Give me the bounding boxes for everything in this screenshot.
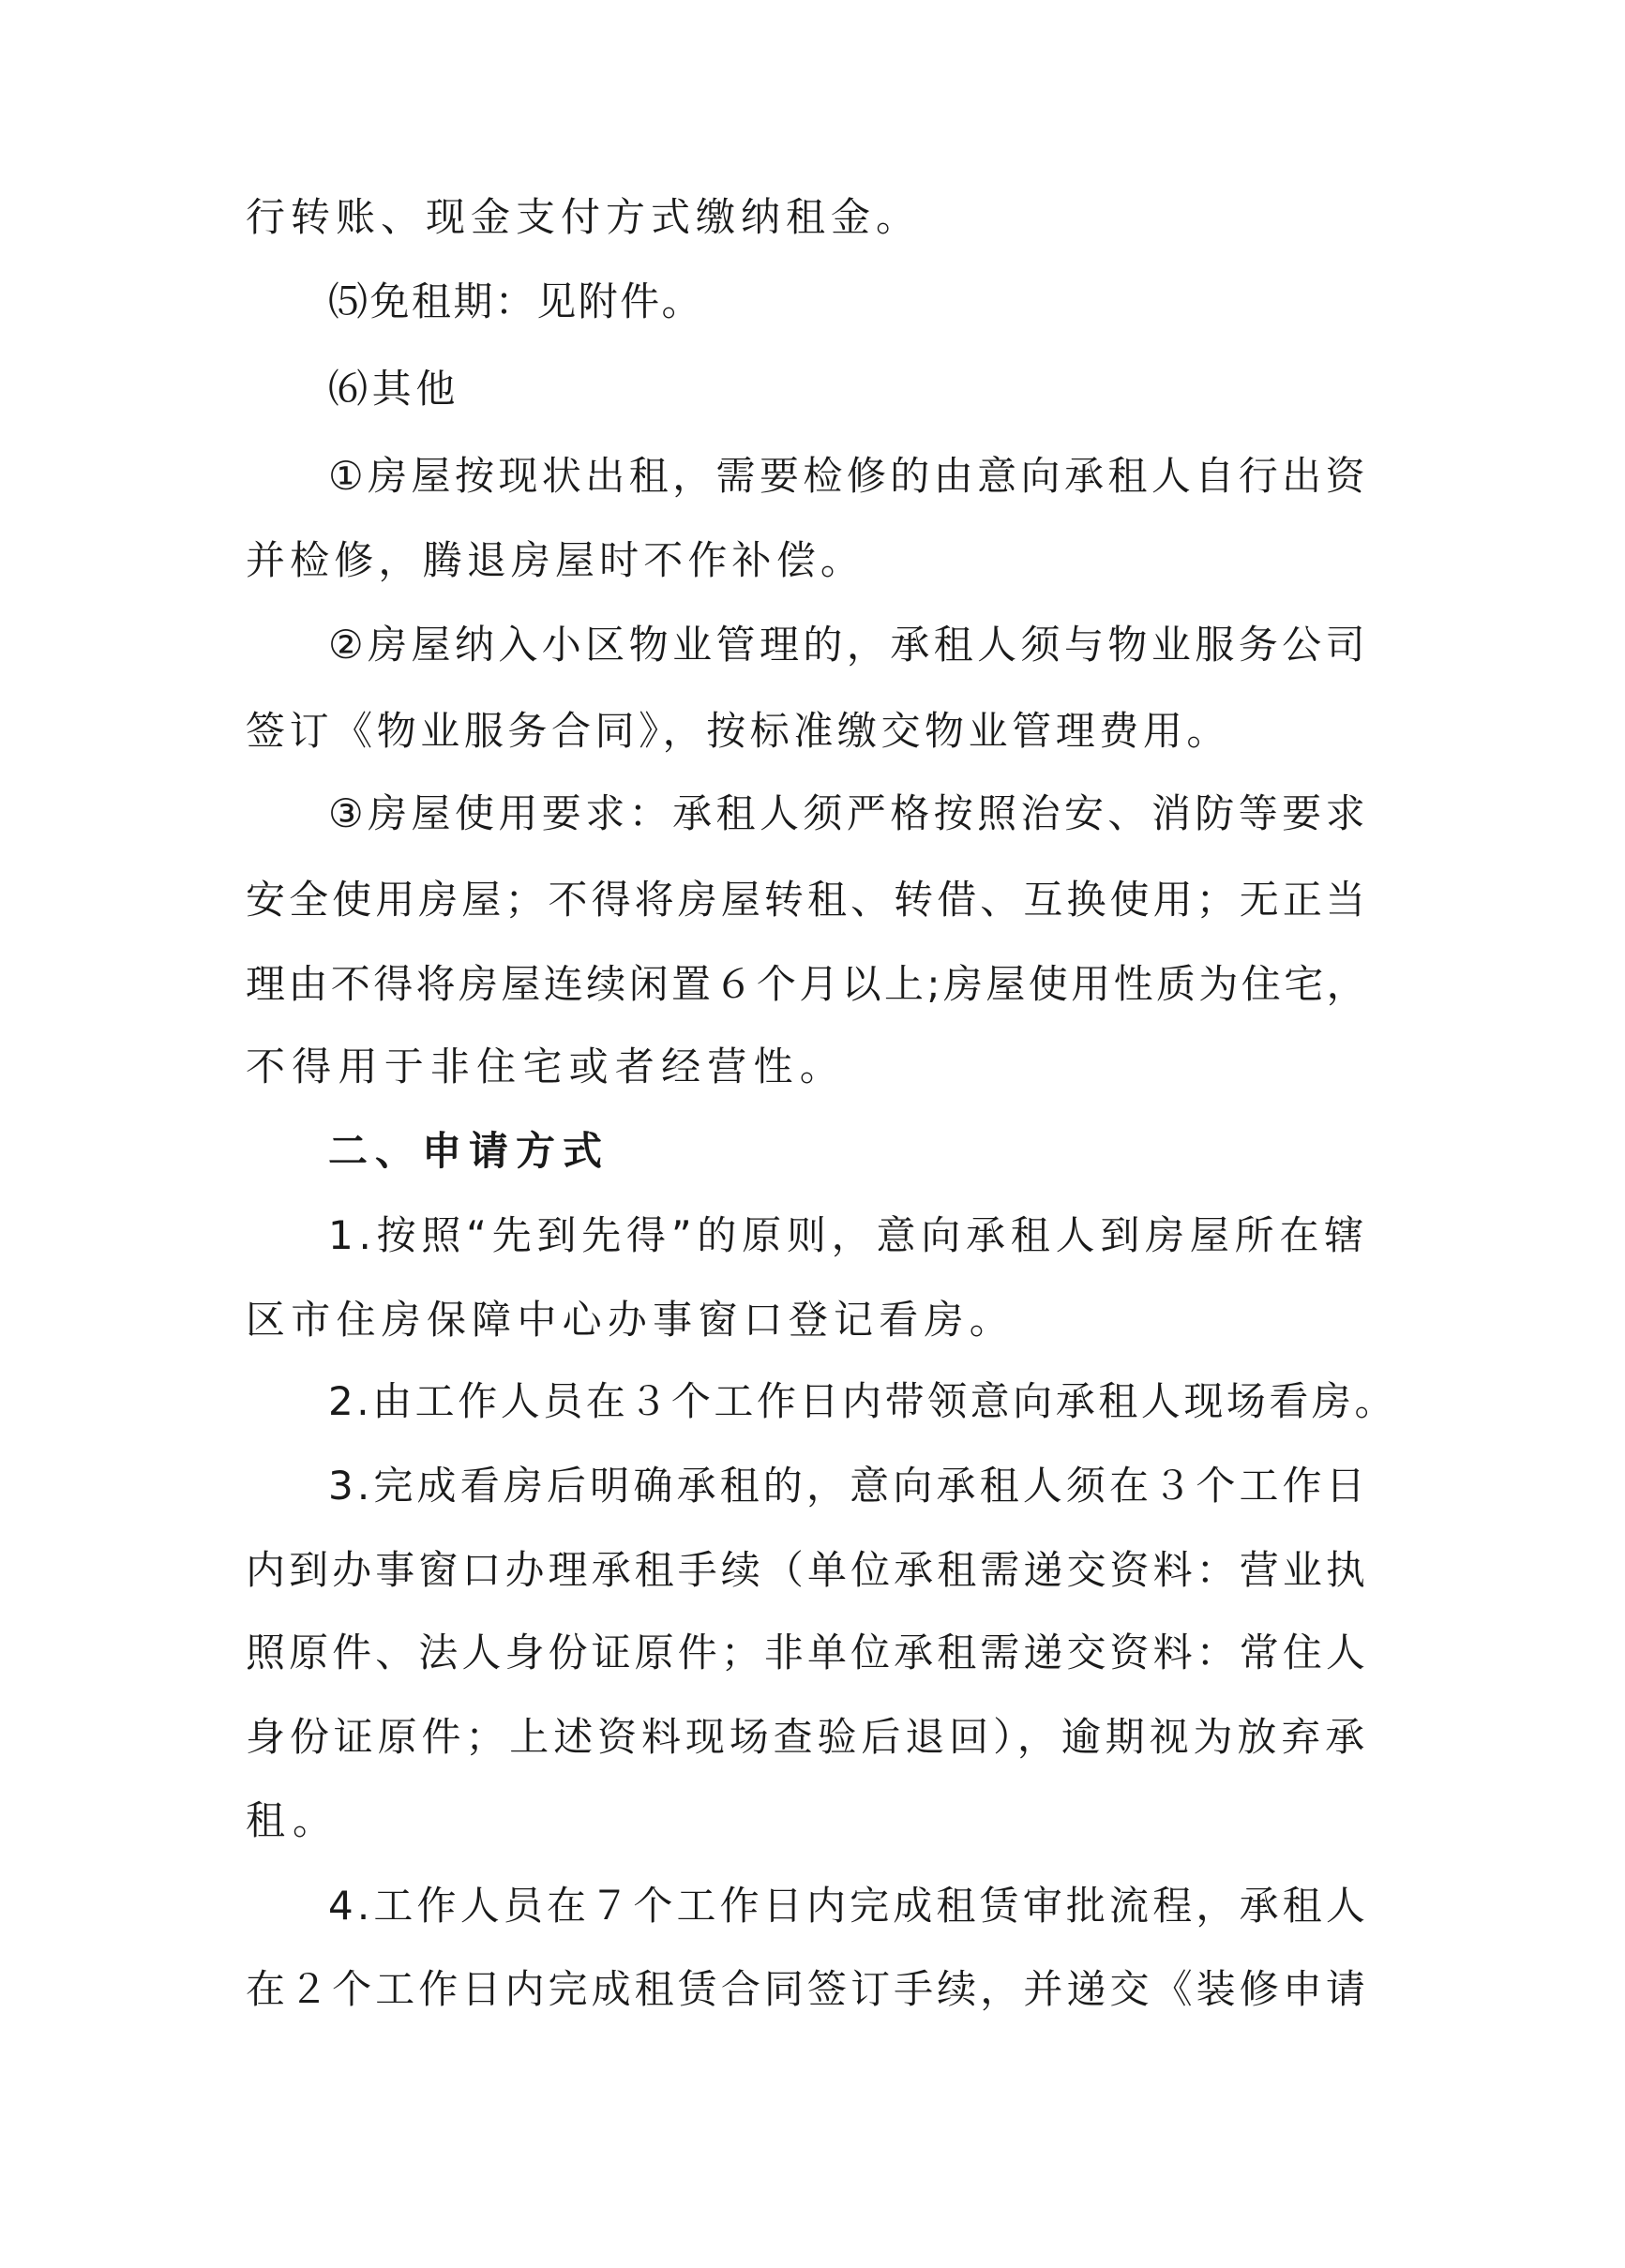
- paragraph-line: 并检修，腾退房屋时不作补偿。: [246, 537, 865, 583]
- paragraph-line: 照原件、法人身份证原件；非单位承租需递交资料：常住人: [246, 1630, 1369, 1675]
- paragraph-line: 不得用于非住宅或者经营性。: [246, 1044, 846, 1089]
- paragraph-line: 区市住房保障中心办事窗口登记看房。: [246, 1297, 1015, 1343]
- paragraph-line: ⑸免租期：见附件。: [328, 278, 703, 324]
- paragraph-line: 安全使用房屋；不得将房屋转租、转借、互换使用；无正当: [246, 877, 1369, 923]
- paragraph-line: 1.按照“先到先得”的原则，意向承租人到房屋所在辖: [328, 1212, 1369, 1258]
- paragraph-line: ⑹其他: [328, 366, 459, 412]
- paragraph-line: 在２个工作日内完成租赁合同签订手续，并递交《装修申请: [246, 1966, 1369, 2012]
- paragraph-line: 租。: [246, 1797, 339, 1843]
- paragraph-line: 2.由工作人员在３个工作日内带领意向承租人现场看房。: [328, 1378, 1397, 1424]
- paragraph-line: 内到办事窗口办理承租手续（单位承租需递交资料：营业执: [246, 1547, 1369, 1593]
- paragraph-line: 身份证原件；上述资料现场查验后退回），逾期视为放弃承: [246, 1714, 1369, 1760]
- paragraph-line: 签订《物业服务合同》，按标准缴交物业管理费用。: [246, 708, 1230, 754]
- paragraph-line: 行转账、现金支付方式缴纳租金。: [246, 194, 921, 240]
- paragraph-line: 理由不得将房屋连续闲置６个月以上;房屋使用性质为住宅，: [246, 961, 1369, 1007]
- paragraph-line: ①房屋按现状出租，需要检修的由意向承租人自行出资: [328, 453, 1369, 499]
- paragraph-line: ②房屋纳入小区物业管理的，承租人须与物业服务公司: [328, 622, 1369, 668]
- paragraph-line: 3.完成看房后明确承租的，意向承租人须在３个工作日: [328, 1463, 1369, 1509]
- paragraph-line: ③房屋使用要求：承租人须严格按照治安、消防等要求: [328, 790, 1369, 836]
- paragraph-line: 4.工作人员在７个工作日内完成租赁审批流程，承租人: [328, 1883, 1369, 1929]
- section-heading: 二、申请方式: [328, 1128, 609, 1174]
